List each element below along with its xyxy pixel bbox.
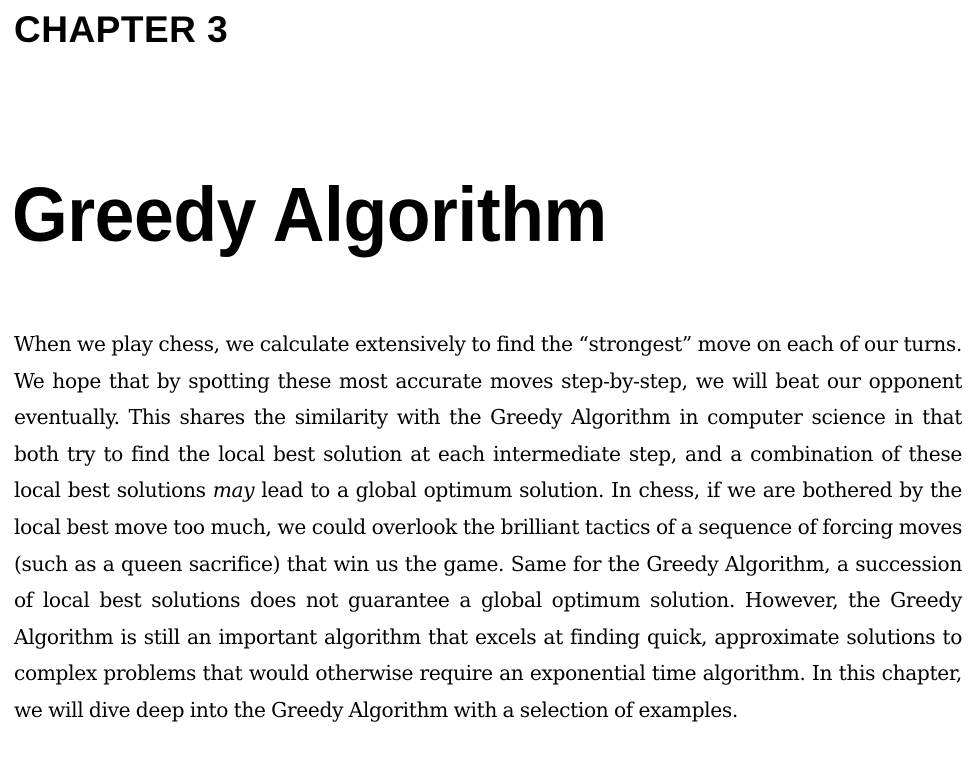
paragraph-text-part1: When we play chess, we calculate extensively to find the “strongest” move on each of our turns. We hope that by spotting these most accurate moves step-by-step, we will beat our opponent eventually. This shares the similarity with the Greedy Algorithm in computer science in that both try to find the local best solution at each intermediate step, and a combination of these local best solutions	[14, 332, 962, 503]
paragraph-text-part2: lead to a global optimum solution. In chess, if we are bothered by the local best move too much, we could overlook the brilliant tactics of a sequence of forcing moves (such as a queen sacrifice) that win us the game. Same for the Greedy Algorithm, a succession of local best solutions does not guarantee a global optimum solution. However, the Greedy Algorithm is still an important algorithm that excels at finding quick, approximate solutions to complex problems that would otherwise require an exponential time algorithm. In this chapter, we will dive deep into the Greedy Algorithm with a selection of examples.	[14, 478, 962, 722]
chapter-label: CHAPTER 3	[14, 9, 229, 50]
intro-paragraph	[14, 326, 962, 729]
chapter-title: Greedy Algorithm	[12, 172, 607, 258]
emphasis-may: may	[212, 478, 255, 503]
